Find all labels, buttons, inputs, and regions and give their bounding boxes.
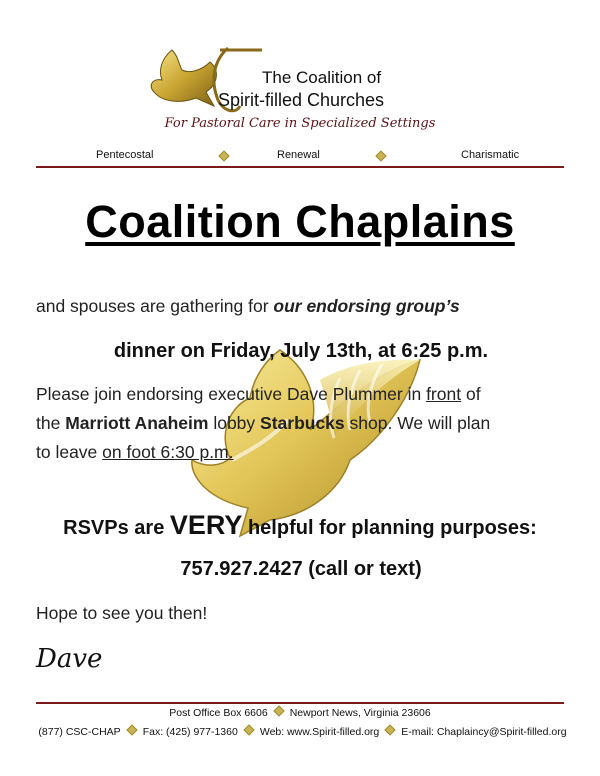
intro-text: and spouses are gathering for xyxy=(36,296,274,316)
rsvp-phone: 757.927.2427 (call or text) xyxy=(180,558,422,580)
footer-city: Newport News, Virginia 23606 xyxy=(289,707,431,719)
org-name-line2: Spirit-filled Churches xyxy=(218,90,385,110)
details-text: the xyxy=(36,413,66,433)
rsvp-line xyxy=(30,512,570,541)
signature: Dave xyxy=(36,644,103,674)
diamond-icon xyxy=(218,150,229,161)
footer-rule xyxy=(36,702,564,704)
details-line3 xyxy=(36,439,566,465)
details-text: shop. We will plan xyxy=(344,413,491,433)
footer-web: Web: www.Spirit-filled.org xyxy=(259,726,380,738)
footer-fax: Fax: (425) 977-1360 xyxy=(142,726,238,738)
rsvp-emphasis: VERY xyxy=(169,510,243,540)
diamond-icon xyxy=(385,724,396,735)
pillars-bar xyxy=(36,146,564,168)
org-name-line1: The Coalition of xyxy=(262,68,382,87)
footer-email: E-mail: Chaplaincy@Spirit-filled.org xyxy=(401,726,567,738)
intro-emphasis: our endorsing group’s xyxy=(273,296,460,316)
shop-name: Starbucks xyxy=(260,413,345,433)
details-text: of xyxy=(461,384,481,404)
details-text: lobby xyxy=(208,413,261,433)
footer-po-box: Post Office Box 6606 xyxy=(169,707,268,719)
departure-time: on foot 6:30 p.m. xyxy=(102,442,234,462)
pillar-pentecostal: Pentecostal xyxy=(96,149,154,161)
intro-line xyxy=(36,293,566,319)
diamond-icon xyxy=(273,705,284,716)
diamond-icon xyxy=(243,724,254,735)
details-line1 xyxy=(36,381,566,407)
details-text: Please join endorsing executive Dave Plummer in xyxy=(36,384,427,404)
footer-phone: (877) CSC-CHAP xyxy=(38,726,121,738)
diamond-icon xyxy=(375,150,386,161)
details-line2 xyxy=(36,410,566,436)
closing-line: Hope to see you then! xyxy=(36,603,208,623)
details-text: to leave xyxy=(36,442,103,462)
rsvp-text: helpful for planning purposes: xyxy=(242,517,537,539)
org-tagline: For Pastoral Care in Specialized Settings xyxy=(164,116,436,131)
pillar-charismatic: Charismatic xyxy=(461,149,520,161)
details-front: front xyxy=(426,384,462,404)
venue-name: Marriott Anaheim xyxy=(65,413,209,433)
rsvp-text: RSVPs are xyxy=(63,517,170,539)
header-rule xyxy=(36,166,564,168)
footer-contacts xyxy=(30,726,575,738)
dinner-line: dinner on Friday, July 13th, at 6:25 p.m. xyxy=(113,340,489,362)
headline: Coalition Chaplains xyxy=(85,196,515,247)
diamond-icon xyxy=(126,724,137,735)
footer-address xyxy=(36,707,564,719)
pillar-renewal: Renewal xyxy=(277,149,320,161)
